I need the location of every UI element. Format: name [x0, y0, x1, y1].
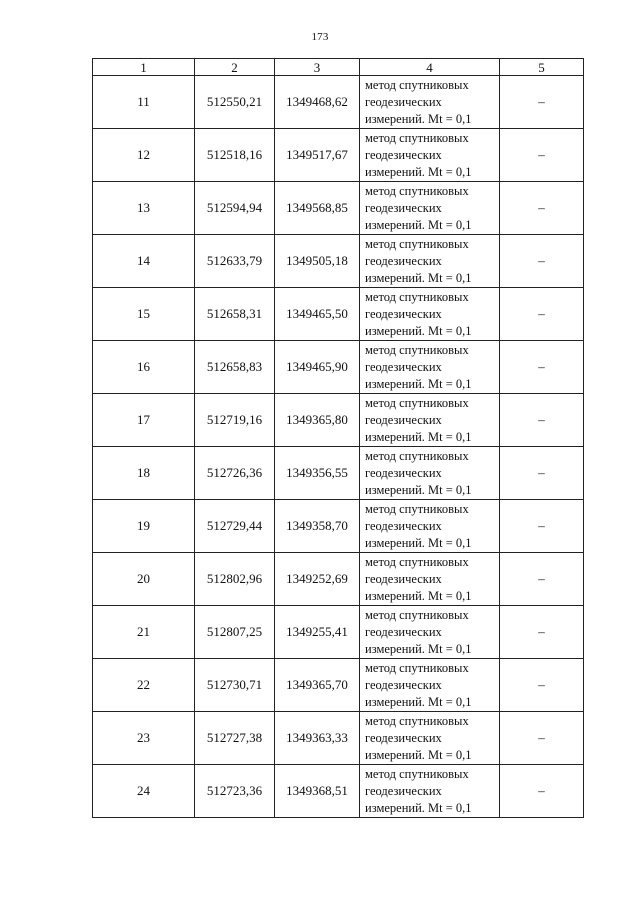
point-number: 17	[93, 394, 195, 447]
x-coordinate: 512550,21	[195, 76, 275, 129]
method-line: геодезических	[365, 624, 442, 639]
x-coordinate: 512730,71	[195, 659, 275, 712]
method-line: метод спутниковых	[365, 130, 469, 145]
point-number: 11	[93, 76, 195, 129]
method-description	[360, 553, 500, 606]
method-line: метод спутниковых	[365, 342, 469, 357]
method-description	[360, 447, 500, 500]
x-coordinate: 512518,16	[195, 129, 275, 182]
note: –	[500, 712, 584, 765]
note: –	[500, 553, 584, 606]
table-header	[93, 59, 584, 76]
method-line: метод спутниковых	[365, 448, 469, 463]
method-line: метод спутниковых	[365, 395, 469, 410]
y-coordinate: 1349568,85	[275, 182, 360, 235]
y-coordinate: 1349356,55	[275, 447, 360, 500]
method-line: геодезических	[365, 783, 442, 798]
point-number: 22	[93, 659, 195, 712]
method-line: метод спутниковых	[365, 554, 469, 569]
method-line: измерений. Mt = 0,1	[365, 270, 472, 285]
coordinates-table	[92, 58, 584, 818]
method-line: метод спутниковых	[365, 766, 469, 781]
point-number: 12	[93, 129, 195, 182]
x-coordinate: 512726,36	[195, 447, 275, 500]
point-number: 23	[93, 712, 195, 765]
y-coordinate: 1349365,70	[275, 659, 360, 712]
method-line: геодезических	[365, 730, 442, 745]
x-coordinate: 512633,79	[195, 235, 275, 288]
method-line: метод спутниковых	[365, 501, 469, 516]
method-description	[360, 235, 500, 288]
point-number: 18	[93, 447, 195, 500]
table-row	[93, 500, 584, 553]
note: –	[500, 288, 584, 341]
table-row	[93, 341, 584, 394]
note: –	[500, 182, 584, 235]
column-header-1: 1	[93, 59, 195, 76]
x-coordinate: 512723,36	[195, 765, 275, 818]
point-number: 13	[93, 182, 195, 235]
method-line: геодезических	[365, 306, 442, 321]
method-description	[360, 500, 500, 553]
table-row	[93, 129, 584, 182]
method-line: измерений. Mt = 0,1	[365, 694, 472, 709]
y-coordinate: 1349517,67	[275, 129, 360, 182]
method-line: геодезических	[365, 571, 442, 586]
table-row	[93, 659, 584, 712]
column-header-4: 4	[360, 59, 500, 76]
x-coordinate: 512727,38	[195, 712, 275, 765]
table-row	[93, 606, 584, 659]
x-coordinate: 512594,94	[195, 182, 275, 235]
table-row	[93, 394, 584, 447]
table-row	[93, 765, 584, 818]
y-coordinate: 1349368,51	[275, 765, 360, 818]
note: –	[500, 659, 584, 712]
method-line: измерений. Mt = 0,1	[365, 535, 472, 550]
method-description	[360, 288, 500, 341]
method-line: геодезических	[365, 200, 442, 215]
method-description	[360, 712, 500, 765]
y-coordinate: 1349468,62	[275, 76, 360, 129]
method-description	[360, 765, 500, 818]
column-header-3: 3	[275, 59, 360, 76]
method-line: метод спутниковых	[365, 183, 469, 198]
method-line: метод спутниковых	[365, 289, 469, 304]
table-row	[93, 288, 584, 341]
note: –	[500, 341, 584, 394]
method-line: метод спутниковых	[365, 713, 469, 728]
method-line: измерений. Mt = 0,1	[365, 323, 472, 338]
note: –	[500, 129, 584, 182]
method-description	[360, 129, 500, 182]
method-line: геодезических	[365, 359, 442, 374]
method-description	[360, 182, 500, 235]
y-coordinate: 1349505,18	[275, 235, 360, 288]
note: –	[500, 235, 584, 288]
method-line: метод спутниковых	[365, 660, 469, 675]
note: –	[500, 394, 584, 447]
y-coordinate: 1349365,80	[275, 394, 360, 447]
method-line: измерений. Mt = 0,1	[365, 482, 472, 497]
note: –	[500, 76, 584, 129]
column-header-5: 5	[500, 59, 584, 76]
note: –	[500, 606, 584, 659]
method-line: метод спутниковых	[365, 607, 469, 622]
table-row	[93, 712, 584, 765]
x-coordinate: 512658,83	[195, 341, 275, 394]
x-coordinate: 512658,31	[195, 288, 275, 341]
method-line: геодезических	[365, 465, 442, 480]
point-number: 14	[93, 235, 195, 288]
y-coordinate: 1349363,33	[275, 712, 360, 765]
method-line: измерений. Mt = 0,1	[365, 111, 472, 126]
method-line: метод спутниковых	[365, 77, 469, 92]
table-row	[93, 447, 584, 500]
x-coordinate: 512719,16	[195, 394, 275, 447]
point-number: 24	[93, 765, 195, 818]
method-description	[360, 76, 500, 129]
method-description	[360, 606, 500, 659]
method-line: измерений. Mt = 0,1	[365, 429, 472, 444]
table-row	[93, 182, 584, 235]
method-description	[360, 394, 500, 447]
y-coordinate: 1349255,41	[275, 606, 360, 659]
point-number: 20	[93, 553, 195, 606]
method-line: метод спутниковых	[365, 236, 469, 251]
y-coordinate: 1349252,69	[275, 553, 360, 606]
method-line: геодезических	[365, 518, 442, 533]
note: –	[500, 447, 584, 500]
method-line: геодезических	[365, 94, 442, 109]
page-number: 173	[311, 31, 329, 43]
table-body	[93, 76, 584, 818]
method-line: измерений. Mt = 0,1	[365, 747, 472, 762]
point-number: 15	[93, 288, 195, 341]
method-line: измерений. Mt = 0,1	[365, 641, 472, 656]
column-header-2: 2	[195, 59, 275, 76]
method-line: измерений. Mt = 0,1	[365, 217, 472, 232]
x-coordinate: 512807,25	[195, 606, 275, 659]
method-description	[360, 341, 500, 394]
table-row	[93, 553, 584, 606]
y-coordinate: 1349358,70	[275, 500, 360, 553]
note: –	[500, 500, 584, 553]
x-coordinate: 512729,44	[195, 500, 275, 553]
y-coordinate: 1349465,90	[275, 341, 360, 394]
method-line: геодезических	[365, 412, 442, 427]
method-line: геодезических	[365, 147, 442, 162]
method-line: измерений. Mt = 0,1	[365, 164, 472, 179]
point-number: 19	[93, 500, 195, 553]
note: –	[500, 765, 584, 818]
point-number: 16	[93, 341, 195, 394]
table-row	[93, 76, 584, 129]
header-row	[93, 59, 584, 76]
point-number: 21	[93, 606, 195, 659]
method-description	[360, 659, 500, 712]
method-line: измерений. Mt = 0,1	[365, 376, 472, 391]
x-coordinate: 512802,96	[195, 553, 275, 606]
method-line: измерений. Mt = 0,1	[365, 800, 472, 815]
method-line: геодезических	[365, 677, 442, 692]
method-line: геодезических	[365, 253, 442, 268]
method-line: измерений. Mt = 0,1	[365, 588, 472, 603]
table-row	[93, 235, 584, 288]
y-coordinate: 1349465,50	[275, 288, 360, 341]
